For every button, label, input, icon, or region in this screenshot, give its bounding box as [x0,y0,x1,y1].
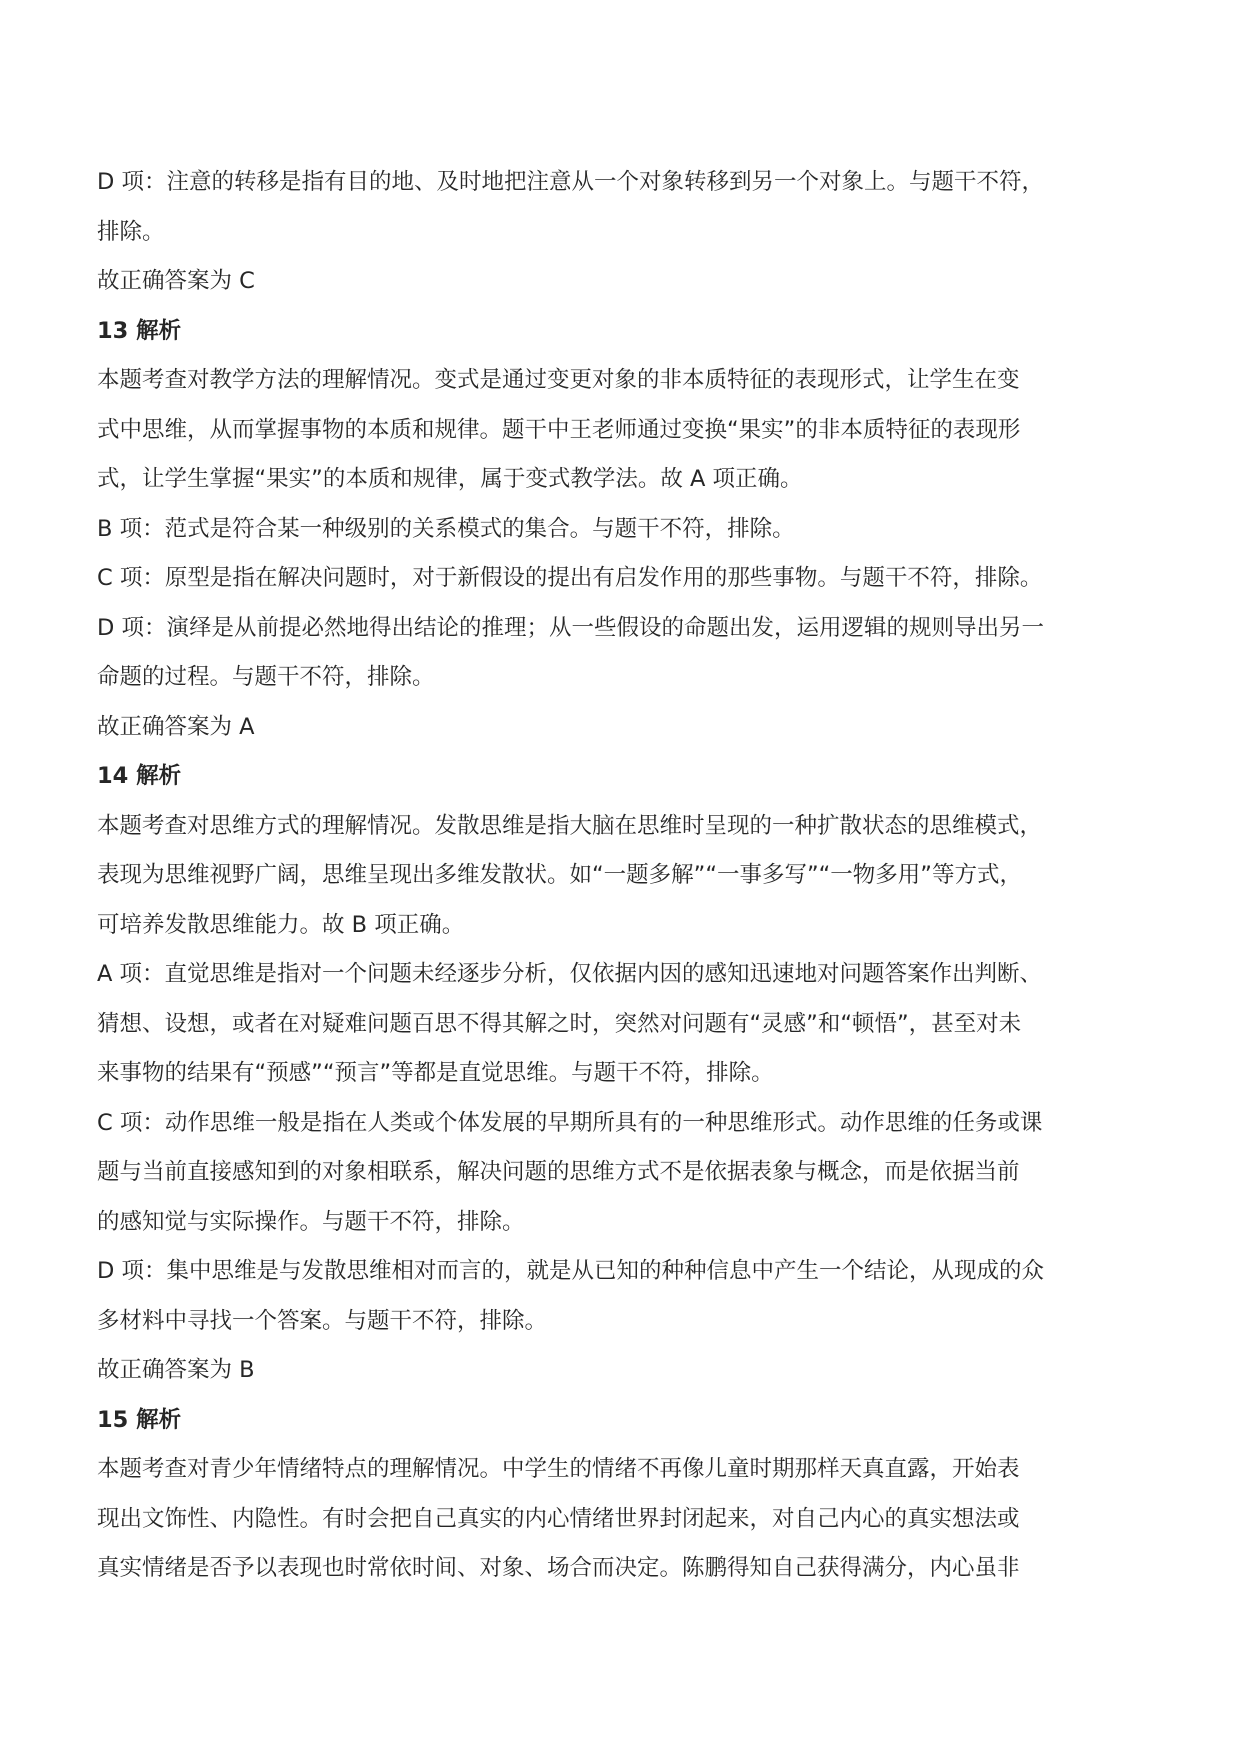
text-line: D 项：注意的转移是指有目的地、及时地把注意从一个对象转移到另一个对象上。与题干不符， [97,169,1044,195]
paragraph [97,554,1157,604]
text-line: 真实情绪是否予以表现也时常依时间、对象、场合而决定。陈鹏得知自己获得满分，内心虽非 [97,1555,1020,1581]
text-line: 题与当前直接感知到的对象相联系，解决问题的思维方式不是依据表象与概念，而是依据当前 [97,1159,1020,1185]
text-line: 故正确答案为 B [97,1357,255,1383]
text-line: C 项：动作思维一般是指在人类或个体发展的早期所具有的一种思维形式。动作思维的任务或课 [97,1109,1043,1136]
paragraph [97,1247,1157,1346]
paragraph [97,1445,1157,1594]
paragraph [97,356,1157,505]
paragraph [97,158,1157,257]
paragraph [97,604,1157,703]
text-line: 15 解析 [97,1406,182,1433]
text-line: 式中思维，从而掌握事物的本质和规律。题干中王老师通过变换“果实”的非本质特征的表现形 [97,416,1021,443]
text-line: D 项：集中思维是与发散思维相对而言的，就是从已知的种种信息中产生一个结论，从现成的众 [97,1258,1044,1284]
text-line: 故正确答案为 A [97,713,255,740]
paragraph [97,1099,1157,1248]
paragraph [97,257,1157,307]
text-line: D 项：演绎是从前提必然地得出结论的推理；从一些假设的命题出发，运用逻辑的规则导出另一 [97,614,1044,641]
paragraph [97,703,1157,753]
text-line: 多材料中寻找一个答案。与题干不符，排除。 [97,1307,548,1334]
document-page [97,158,1157,1594]
text-line: 式，让学生掌握“果实”的本质和规律，属于变式教学法。故 A 项正确。 [97,466,803,492]
text-line: 故正确答案为 C [97,268,255,294]
section-heading [97,752,1157,802]
paragraph [97,802,1157,951]
text-line: B 项：范式是符合某一种级别的关系模式的集合。与题干不符，排除。 [97,515,795,542]
text-line: 本题考查对青少年情绪特点的理解情况。中学生的情绪不再像儿童时期那样天真直露，开始表 [97,1456,1020,1482]
text-line: 猜想、设想，或者在对疑难问题百思不得其解之时，突然对问题有“灵感”和“顿悟”，甚至对未 [97,1010,1022,1037]
section-heading [97,307,1157,357]
text-line: 本题考查对教学方法的理解情况。变式是通过变更对象的非本质特征的表现形式，让学生在变 [97,367,1020,393]
text-line: 的感知觉与实际操作。与题干不符，排除。 [97,1208,525,1235]
paragraph [97,505,1157,555]
text-line: 本题考查对思维方式的理解情况。发散思维是指大脑在思维时呈现的一种扩散状态的思维模式， [97,812,1043,839]
text-line: 14 解析 [97,763,182,789]
text-line: 现出文饰性、内隐性。有时会把自己真实的内心情绪世界封闭起来，对自己内心的真实想法或 [97,1505,1020,1532]
text-line: 13 解析 [97,317,182,344]
paragraph [97,950,1157,1099]
text-line: 表现为思维视野广阔，思维呈现出多维发散状。如“一题多解”“一事多写”“一物多用”等方式， [97,862,1022,888]
text-line: 来事物的结果有“预感”“预言”等都是直觉思维。与题干不符，排除。 [97,1060,774,1086]
text-line: A 项：直觉思维是指对一个问题未经逐步分析，仅依据内因的感知迅速地对问题答案作出判断、 [97,961,1043,987]
text-line: 命题的过程。与题干不符，排除。 [97,664,435,690]
paragraph [97,1346,1157,1396]
section-heading [97,1396,1157,1446]
text-line: 可培养发散思维能力。故 B 项正确。 [97,911,465,938]
text-line: 排除。 [97,218,165,245]
text-line: C 项：原型是指在解决问题时，对于新假设的提出有启发作用的那些事物。与题干不符，排除。 [97,565,1043,591]
